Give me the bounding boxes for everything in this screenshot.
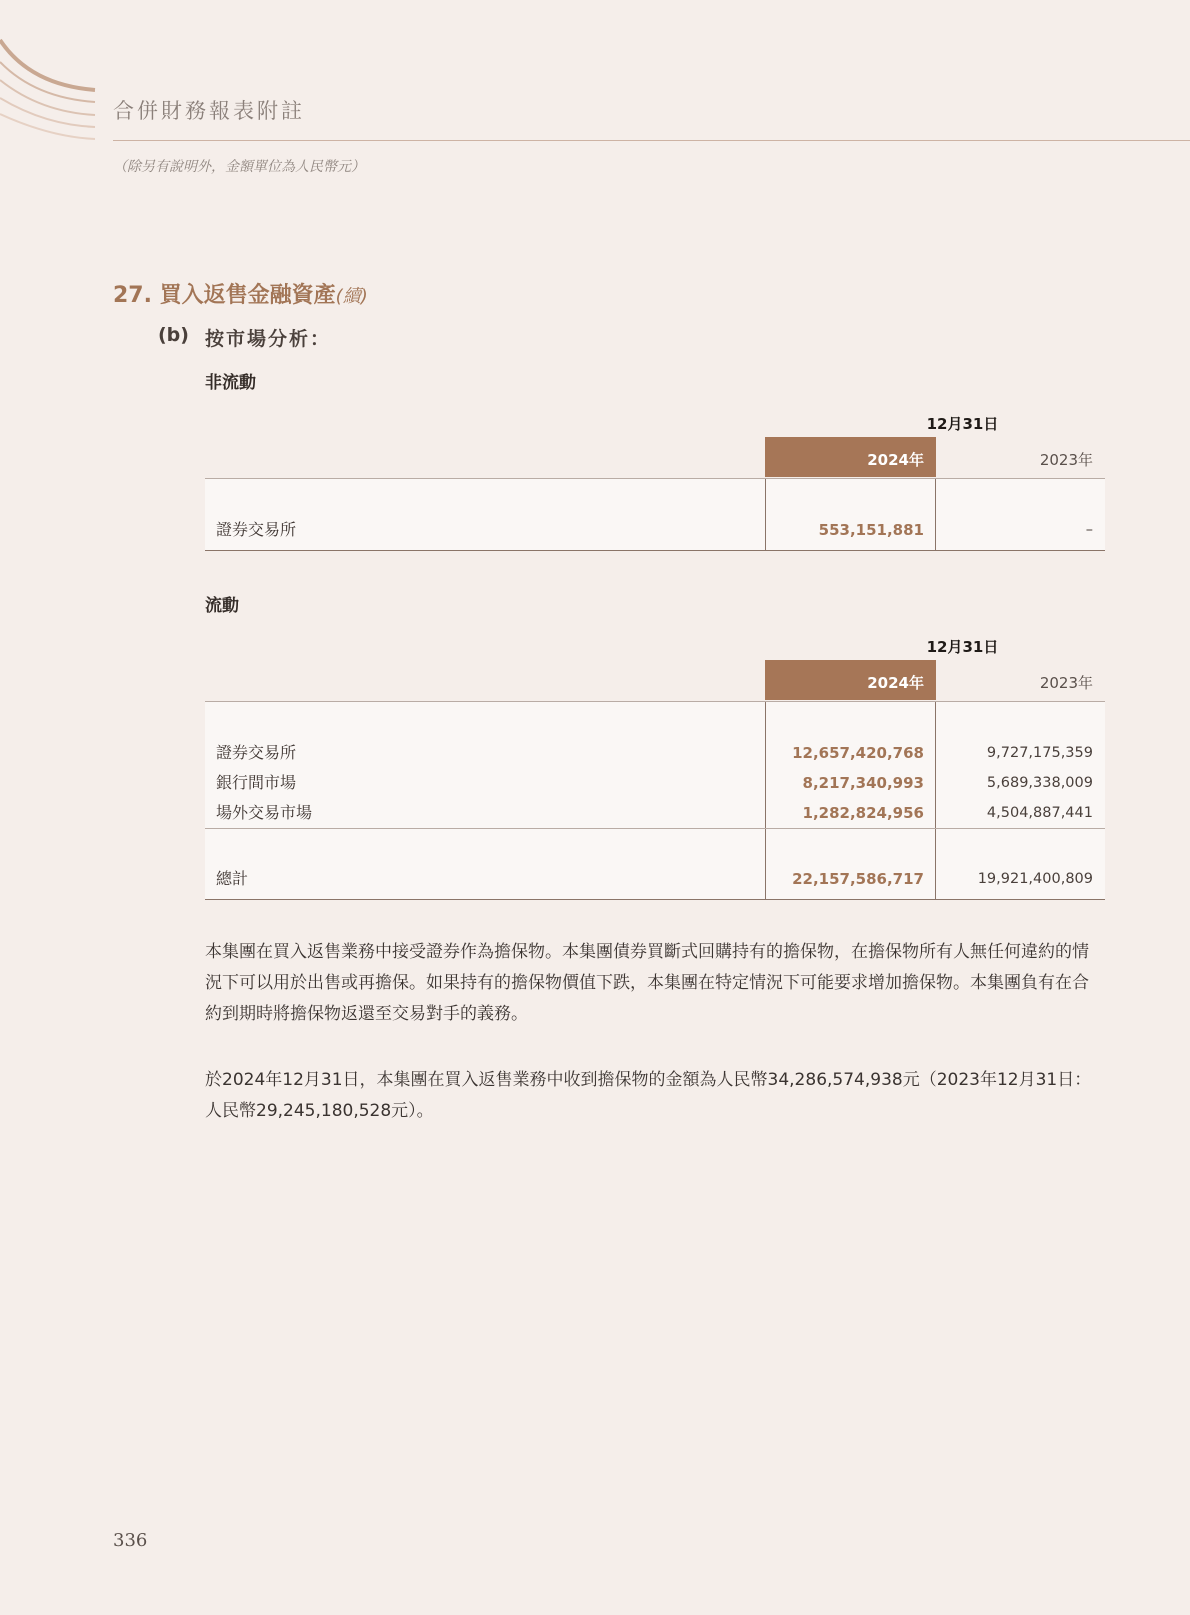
row-label: 證券交易所 bbox=[216, 520, 297, 539]
row-label: 銀行間市場 bbox=[216, 773, 297, 792]
section-title bbox=[113, 278, 368, 309]
paragraph-collateral-amount: 於2024年12月31日，本集團在買入返售業務中收到擔保物的金額為人民幣34,286,574,938元（2023年12月31日：人民幣29,245,180,528元）。 bbox=[205, 1070, 1092, 1121]
table-row bbox=[205, 768, 1105, 798]
paragraph-collateral: 本集團在買入返售業務中接受證券作為擔保物。本集團債券買斷式回購持有的擔保物，在擔保物所有人無任何違約的情況下可以用於出售或再擔保。如果持有的擔保物價值下跌，本集團在特定情況下可能要求增加擔保物。本集團負有在合約到期時將擔保物返還至交易對手的義務。 bbox=[205, 942, 1089, 1024]
row-label: 證券交易所 bbox=[216, 743, 297, 762]
header-title: 合併財務報表附註 bbox=[113, 99, 305, 123]
col-header-2024: 2024年 bbox=[765, 660, 936, 700]
period-header: 12月31日 bbox=[926, 415, 999, 433]
table-body bbox=[205, 702, 1105, 899]
total-2024: 22,157,586,717 bbox=[792, 870, 924, 888]
value-2023: – bbox=[1085, 522, 1093, 538]
section-continued: (續) bbox=[335, 286, 368, 307]
header-note: （除另有說明外，金額單位為人民幣元） bbox=[113, 159, 365, 175]
table-row bbox=[205, 798, 1105, 828]
value-2023: 9,727,175,359 bbox=[986, 745, 1093, 761]
section-number: 27. bbox=[113, 283, 152, 308]
table-row bbox=[205, 738, 1105, 768]
table-bottom-rule bbox=[205, 899, 1105, 900]
col-header-2023: 2023年 bbox=[1039, 674, 1093, 692]
header-divider bbox=[113, 140, 1190, 141]
non-current-label: 非流動 bbox=[205, 373, 256, 393]
value-2023: 5,689,338,009 bbox=[986, 775, 1093, 791]
decorative-arcs bbox=[0, 0, 120, 145]
value-2024: 1,282,824,956 bbox=[802, 804, 924, 822]
value-2024: 8,217,340,993 bbox=[802, 774, 924, 792]
value-2024: 553,151,881 bbox=[818, 521, 924, 539]
current-label: 流動 bbox=[205, 596, 239, 616]
col-header-2024: 2024年 bbox=[765, 437, 936, 477]
value-2023: 4,504,887,441 bbox=[986, 805, 1093, 821]
table-bottom-rule bbox=[205, 550, 1105, 551]
col-header-2023: 2023年 bbox=[1039, 451, 1093, 469]
value-2024: 12,657,420,768 bbox=[792, 744, 924, 762]
total-row bbox=[205, 864, 1105, 894]
table-body bbox=[205, 479, 1105, 550]
table-row bbox=[205, 515, 1105, 545]
subsection-label: (b) bbox=[158, 324, 189, 346]
non-current-table bbox=[205, 413, 1105, 553]
period-header: 12月31日 bbox=[926, 638, 999, 656]
total-label: 總計 bbox=[216, 869, 249, 888]
total-2023: 19,921,400,809 bbox=[977, 871, 1093, 887]
page-number: 336 bbox=[113, 1530, 148, 1551]
row-label: 場外交易市場 bbox=[216, 803, 313, 822]
section-name: 買入返售金融資產 bbox=[159, 283, 336, 308]
subtotal-rule bbox=[205, 828, 1105, 829]
current-table bbox=[205, 636, 1105, 901]
subsection-title: 按市場分析： bbox=[205, 328, 332, 350]
